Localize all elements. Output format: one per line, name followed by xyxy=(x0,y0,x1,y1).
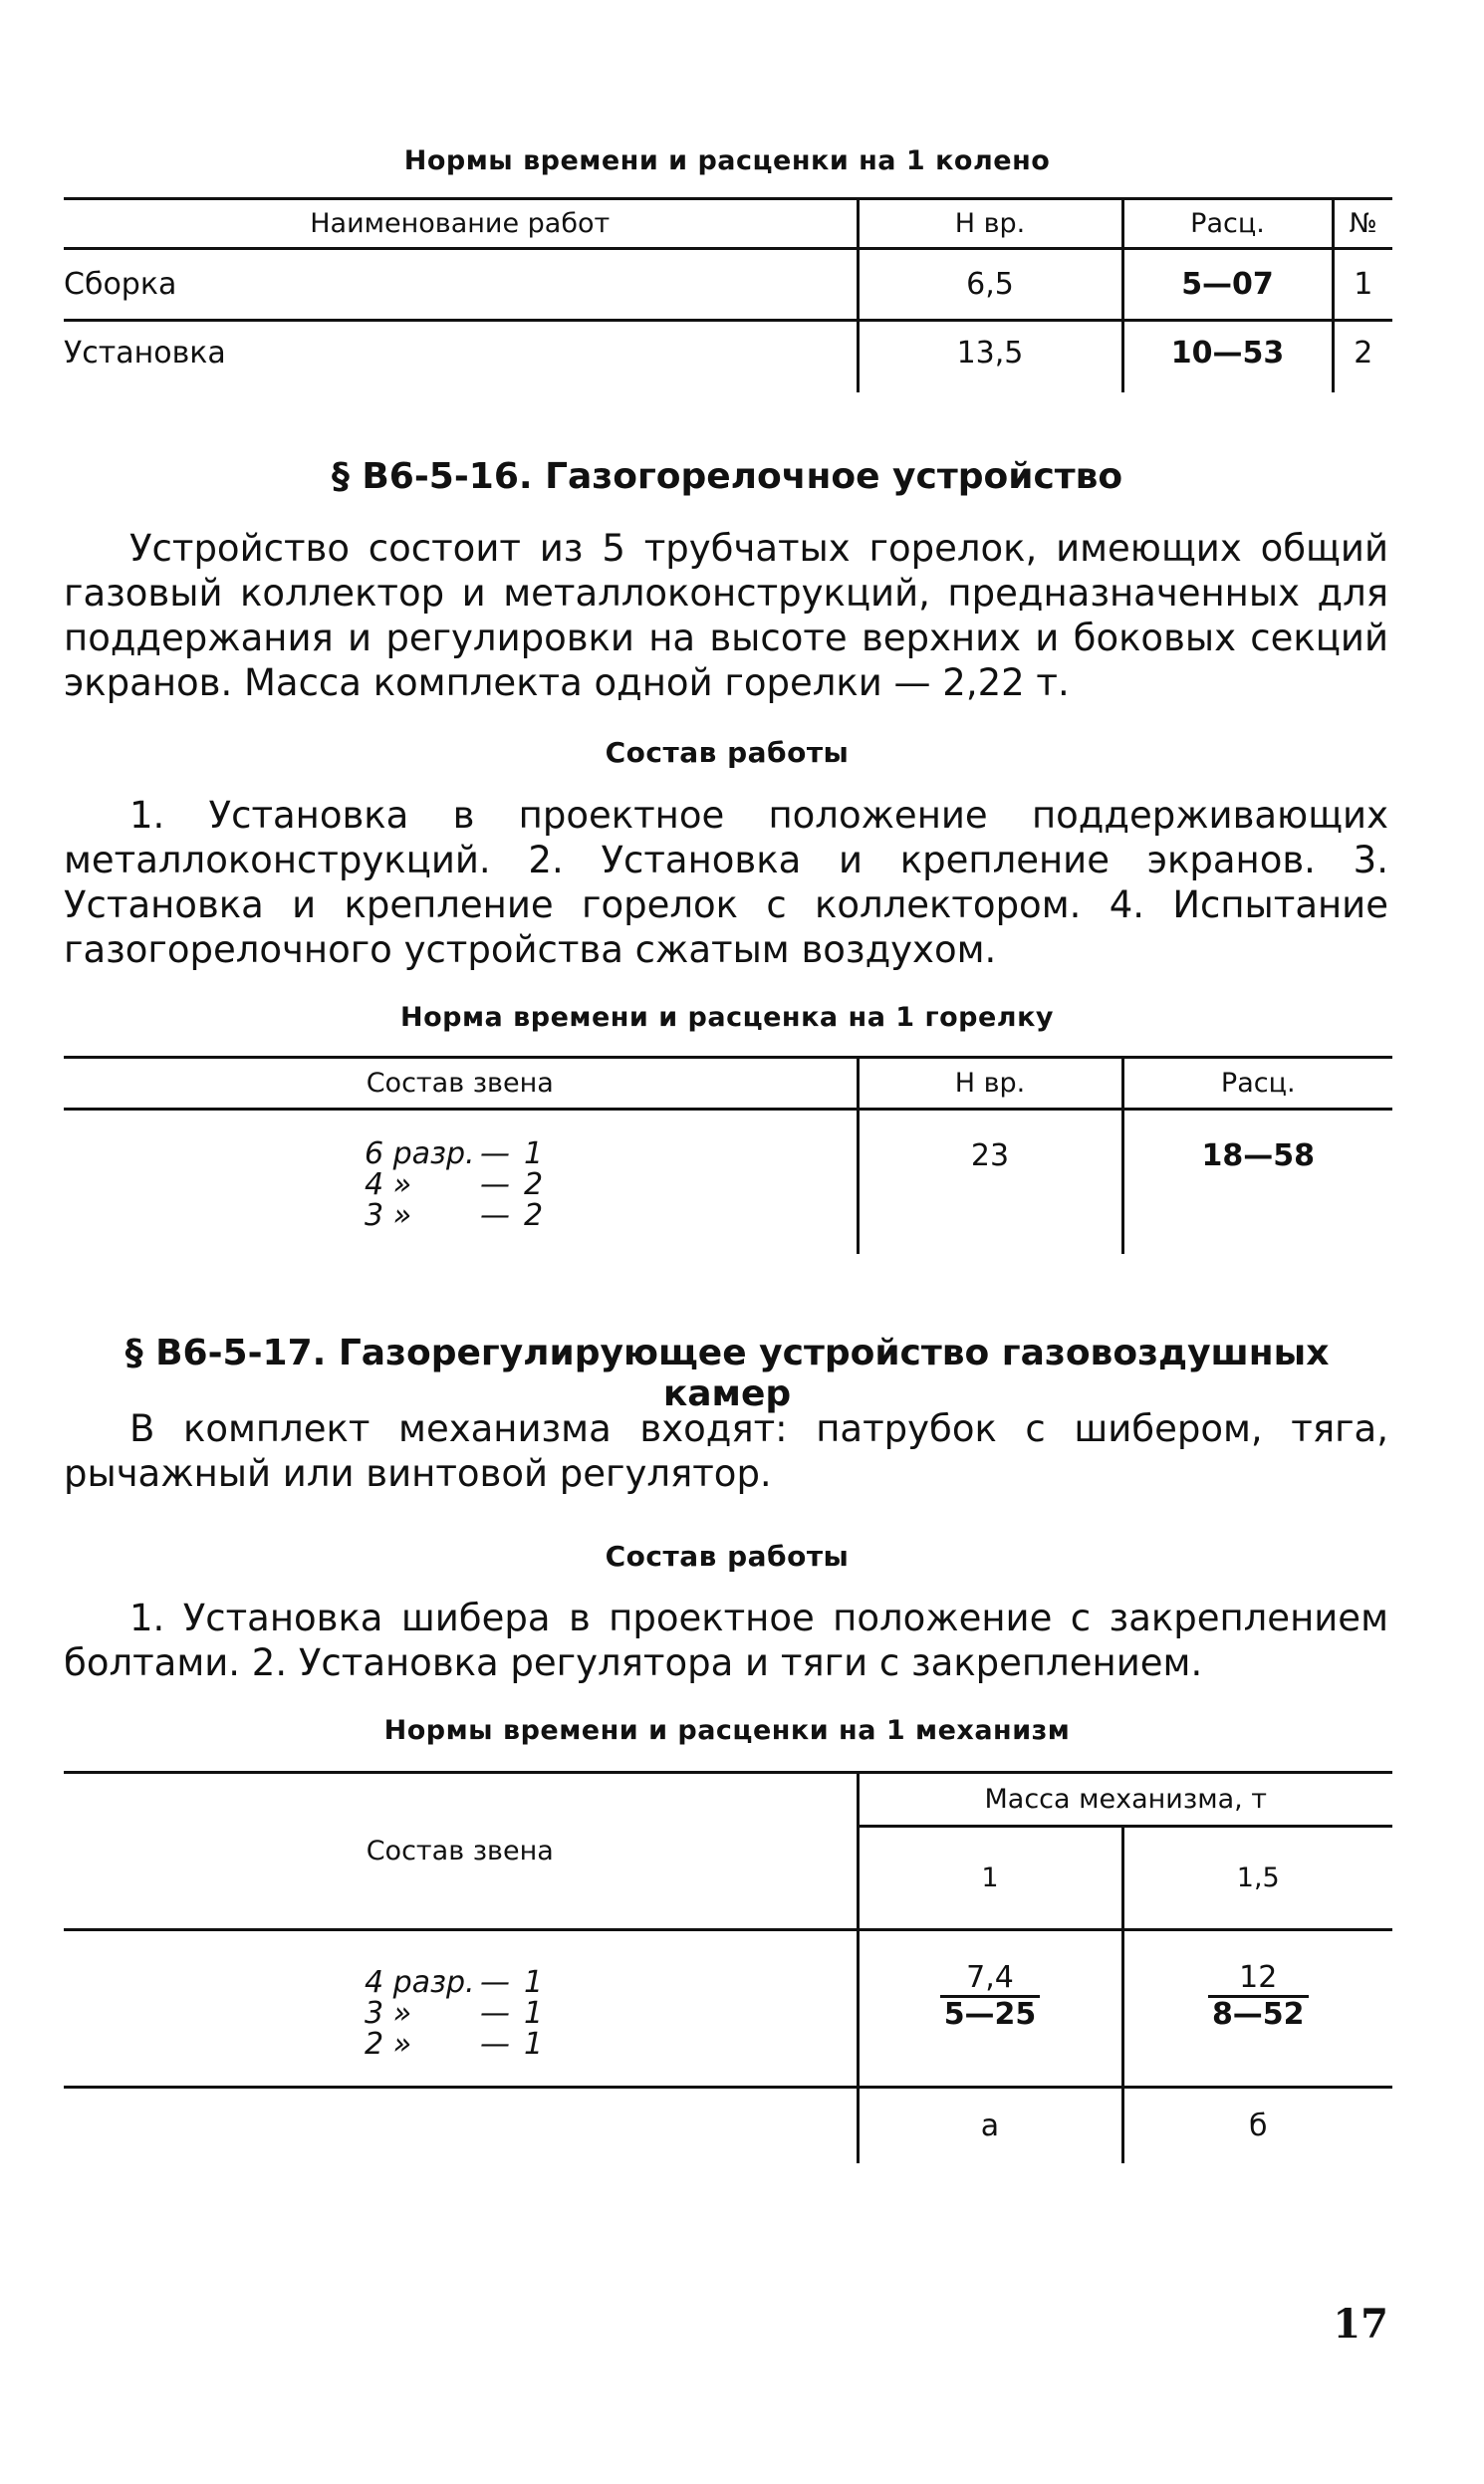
section16-description: Устройство состоит из 5 трубчатых горелок, имеющих общий газовый коллектор и металлоконструкций, предназначенных для поддержания и регулировки на высоте верхних и боковых секций экранов. Масса комплекта одной горелки — 2,22 т. xyxy=(64,527,1388,704)
fraction-rasc: 8—52 xyxy=(1211,1997,1305,2032)
table1-cell-no: 1 xyxy=(1333,249,1392,321)
table1-caption: Нормы времени и расценки на 1 колено xyxy=(403,145,1051,176)
crew-list xyxy=(365,1967,857,2060)
crew-row: 3 » — 1 xyxy=(365,1996,544,2031)
fraction-nvr-rasc xyxy=(1208,1961,1309,2032)
section16-table-caption: Норма времени и расценка на 1 горелку xyxy=(400,1002,1054,1033)
page-number: 17 xyxy=(1333,2301,1388,2348)
crew-list xyxy=(365,1138,857,1231)
table1-cell-nvr: 13,5 xyxy=(858,321,1122,392)
table-row xyxy=(64,321,1392,392)
table1-header-no: № xyxy=(1333,199,1392,249)
table1-header-name: Наименование работ xyxy=(64,199,858,249)
table1-cell-rasc: 5—07 xyxy=(1122,249,1333,321)
table1-cell-no: 2 xyxy=(1333,321,1392,392)
section17-header-crew: Состав звена xyxy=(64,1773,858,1930)
table1-cell-name: Сборка xyxy=(64,267,177,302)
section17-header-mass-1-5: 1,5 xyxy=(1122,1827,1392,1930)
section17-work-text: 1. Установка шибера в проектное положение с закреплением болтами. 2. Установка регулятора и тяги с закреплением. xyxy=(64,1597,1388,1684)
section17-description: В комплект механизма входят: патрубок с шибером, тяга, рычажный или винтовой регулятор. xyxy=(64,1407,1388,1495)
section17-header-mass-1: 1 xyxy=(858,1827,1122,1930)
table1-cell-nvr: 6,5 xyxy=(858,249,1122,321)
table1-cell-rasc: 10—53 xyxy=(1122,321,1333,392)
section17-heading: § В6-5-17. Газорегулирующее устройство газовоздушных камер xyxy=(124,1333,1330,1414)
fraction-nvr: 12 xyxy=(1208,1961,1309,1998)
table1-header-rasc: Расц. xyxy=(1122,199,1333,249)
table1-cell-name: Установка xyxy=(64,336,226,371)
section17-work-heading: Состав работы xyxy=(605,1540,850,1573)
section16-cell-rasc: 18—58 xyxy=(1122,1110,1392,1254)
section17-table xyxy=(64,1771,1392,2163)
crew-row: 6 разр. — 1 xyxy=(365,1136,544,1171)
section16-heading: § В6-5-16. Газогорелочное устройство xyxy=(331,456,1123,497)
section16-header-crew: Состав звена xyxy=(64,1058,858,1110)
section16-header-nvr: Н вр. xyxy=(858,1058,1122,1110)
column-letter-b: б xyxy=(1122,2088,1392,2163)
section16-header-rasc: Расц. xyxy=(1122,1058,1392,1110)
table-row xyxy=(64,2088,1392,2163)
table1-header-nvr: Н вр. xyxy=(858,199,1122,249)
section16-table xyxy=(64,1056,1392,1254)
crew-row: 4 разр. — 1 xyxy=(365,1965,544,2000)
section17-table-caption: Нормы времени и расценки на 1 механизм xyxy=(383,1715,1071,1746)
fraction-nvr-rasc xyxy=(940,1961,1041,2032)
column-letter-a: а xyxy=(858,2088,1122,2163)
table-row xyxy=(64,1930,1392,2088)
crew-row: 2 » — 1 xyxy=(365,2027,544,2062)
crew-row: 3 » — 2 xyxy=(365,1198,544,1233)
table-row xyxy=(64,249,1392,321)
fraction-nvr: 7,4 xyxy=(940,1961,1041,1998)
section16-work-text: 1. Установка в проектное положение поддерживающих металлоконструкций. 2. Установка и крепление экранов. 3. Установка и крепление горелок с коллектором. 4. Испытание газогорелочного устройства сжатым воздухом. xyxy=(64,794,1388,971)
table-row xyxy=(64,1110,1392,1254)
section16-cell-nvr: 23 xyxy=(858,1110,1122,1254)
fraction-rasc: 5—25 xyxy=(943,1997,1037,2032)
section17-header-mass: Масса механизма, т xyxy=(858,1773,1392,1827)
section16-work-heading: Состав работы xyxy=(605,736,850,769)
table1 xyxy=(64,197,1392,392)
crew-row: 4 » — 2 xyxy=(365,1167,544,1202)
